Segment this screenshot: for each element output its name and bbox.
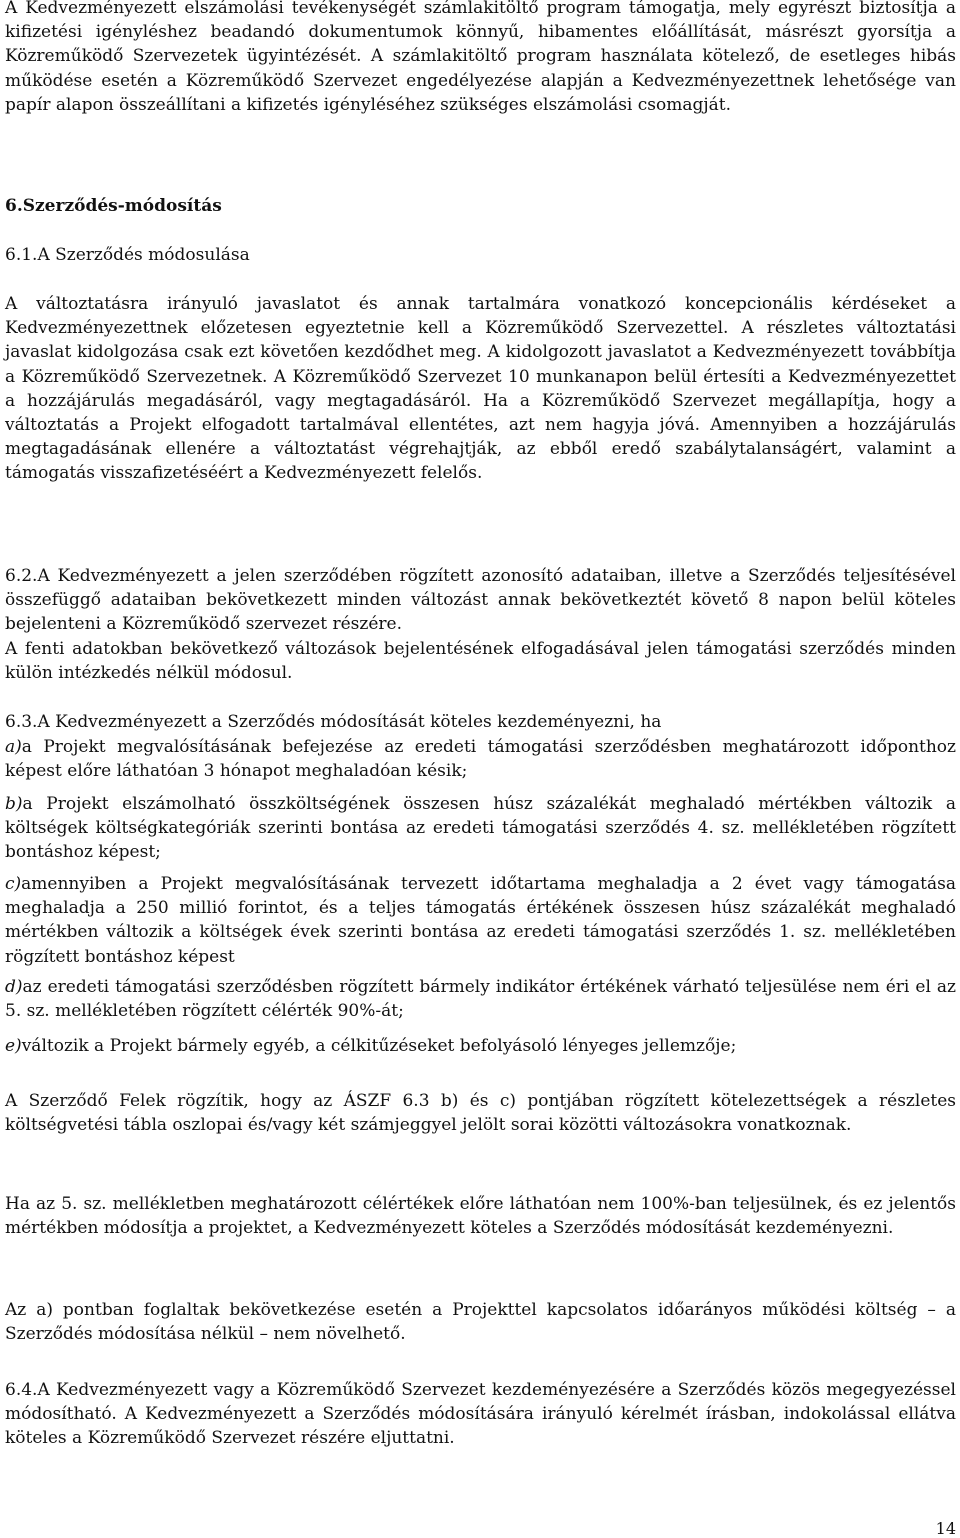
list-item-text: a Projekt megvalósításának befejezése az eredeti támogatási szerződésben meghatározott időponthoz képest előre láthatóan 3 hónapot meghaladóan késik; xyxy=(5,737,956,782)
point-a-paragraph: Az a) pontban foglaltak bekövetkezése esetén a Projekttel kapcsolatos időarányos működési költség – a Szerződés módosítása nélkül – nem növelhető. xyxy=(5,1300,956,1345)
list-item-b xyxy=(5,792,956,865)
list-item-text: változik a Projekt bármely egyéb, a célkitűzéseket befolyásoló lényeges jellemzője; xyxy=(21,1036,737,1056)
subsection-6-1-paragraph: A változtatásra irányuló javaslatot és annak tartalmára vonatkozó koncepcionális kérdéseket a Kedvezményezettnek előzetesen egyeztetnie kell a Közreműködő Szervezettel. A részletes változtatási javaslat kidolgozása csak ezt követően kezdődhet meg. A kidolgozott javaslatot a Kedvezményezett továbbítja a Közreműködő Szervezetnek. A Közreműködő Szervezet 10 munkanapon belül értesíti a Kedvezményezettet a hozzájárulás megadásáról, vagy megtagadásáról. Ha a Közreműködő Szervezet megállapítja, hogy a változtatás a Projekt elfogadott tartalmával ellentétes, azt nem hagyja jóvá. Amennyiben a hozzájárulás megtagadásának ellenére a változtatást végrehajtják, az ebből eredő szabálytalanságért, valamint a támogatás visszafizetéséért a Kedvezményezett felelős. xyxy=(5,294,956,484)
list-item-text: a Projekt elszámolható összköltségének összesen húsz százalékát meghaladó mértékben változik a költségek költségkategóriák szerinti bontása az eredeti támogatási szerződés 4. sz. mellékletében rögzített bontáshoz képest; xyxy=(5,794,956,863)
list-item-a xyxy=(5,735,956,783)
list-item-text: az eredeti támogatási szerződésben rögzített bármely indikátor értékének várható teljesülése nem éri el az 5. sz. mellékletében rögzített célérték 90%-át; xyxy=(5,977,956,1022)
list-item-label: b) xyxy=(5,794,23,814)
list-item-d xyxy=(5,975,956,1023)
intro-paragraph: A Kedvezményezett elszámolási tevékenységét számlakitöltő program támogatja, mely egyrészt biztosítja a kifizetési igényléshez beadandó dokumentumok könnyű, hibamentes előállítását, másrészt gyorsítja a Közreműködő Szervezetek ügyintézését. A számlakitöltő program használata kötelező, de esetleges hibás működése esetén a Közreműködő Szervezet engedélyezése alapján a Kedvezményezettnek lehetősége van papír alapon összeállítani a kifizetés igényléséhez szükséges elszámolási csomagját. xyxy=(5,0,956,115)
subsection-6-4-paragraph: 6.4.A Kedvezményezett vagy a Közreműködő Szervezet kezdeményezésére a Szerződés közös megegyezéssel módosítható. A Kedvezményezett a Szerződés módosítására irányuló kérelmét írásban, indokolással ellátva köteles a Közreműködő Szervezet részére eljuttatni. xyxy=(5,1380,956,1449)
list-item-e xyxy=(5,1034,956,1058)
list-item-label: a) xyxy=(5,737,22,757)
list-item-label: d) xyxy=(5,977,23,997)
subsection-6-3-intro: 6.3.A Kedvezményezett a Szerződés módosítását köteles kezdeményezni, ha xyxy=(5,712,662,732)
list-item-label: c) xyxy=(5,874,22,894)
list-item-text: amennyiben a Projekt megvalósításának tervezett időtartama meghaladja a 2 évet vagy támogatása meghaladja a 250 millió forintot, és a teljes támogatás értékének összesen húsz százalékát meghaladó mértékben változik a költségek évek szerinti bontása az eredeti támogatási szerződés 1. sz. mellékletében rögzített bontáshoz képest xyxy=(5,874,956,967)
list-item-label: e) xyxy=(5,1036,22,1056)
page-number: 14 xyxy=(935,1519,956,1538)
aszf-paragraph: A Szerződő Felek rögzítik, hogy az ÁSZF 6.3 b) és c) pontjában rögzített kötelezettségek a részletes költségvetési tábla oszlopai és/vagy két számjeggyel jelölt sorai közötti változásokra vonatkoznak. xyxy=(5,1091,956,1136)
list-item-c xyxy=(5,872,956,969)
target-values-paragraph: Ha az 5. sz. mellékletben meghatározott célértékek előre láthatóan nem 100%-ban teljesülnek, és ez jelentős mértékben módosítja a projektet, a Kedvezményezett köteles a Szerződés módosítását kezdeményezni. xyxy=(5,1194,956,1239)
subsection-6-1-title: 6.1.A Szerződés módosulása xyxy=(5,245,250,265)
section-title: 6.Szerződés-módosítás xyxy=(5,196,222,216)
subsection-6-2-paragraph: 6.2.A Kedvezményezett a jelen szerződében rögzített azonosító adataiban, illetve a Szerződés teljesítésével összefüggő adataiban bekövetkezett minden változást annak bekövetkeztét követő 8 napon belül köteles bejelenteni a Közreműködő szervezet részére. xyxy=(5,566,956,635)
subsection-6-2-paragraph-b: A fenti adatokban bekövetkező változások bejelentésének elfogadásával jelen támogatási szerződés minden külön intézkedés nélkül módosul. xyxy=(5,639,956,684)
